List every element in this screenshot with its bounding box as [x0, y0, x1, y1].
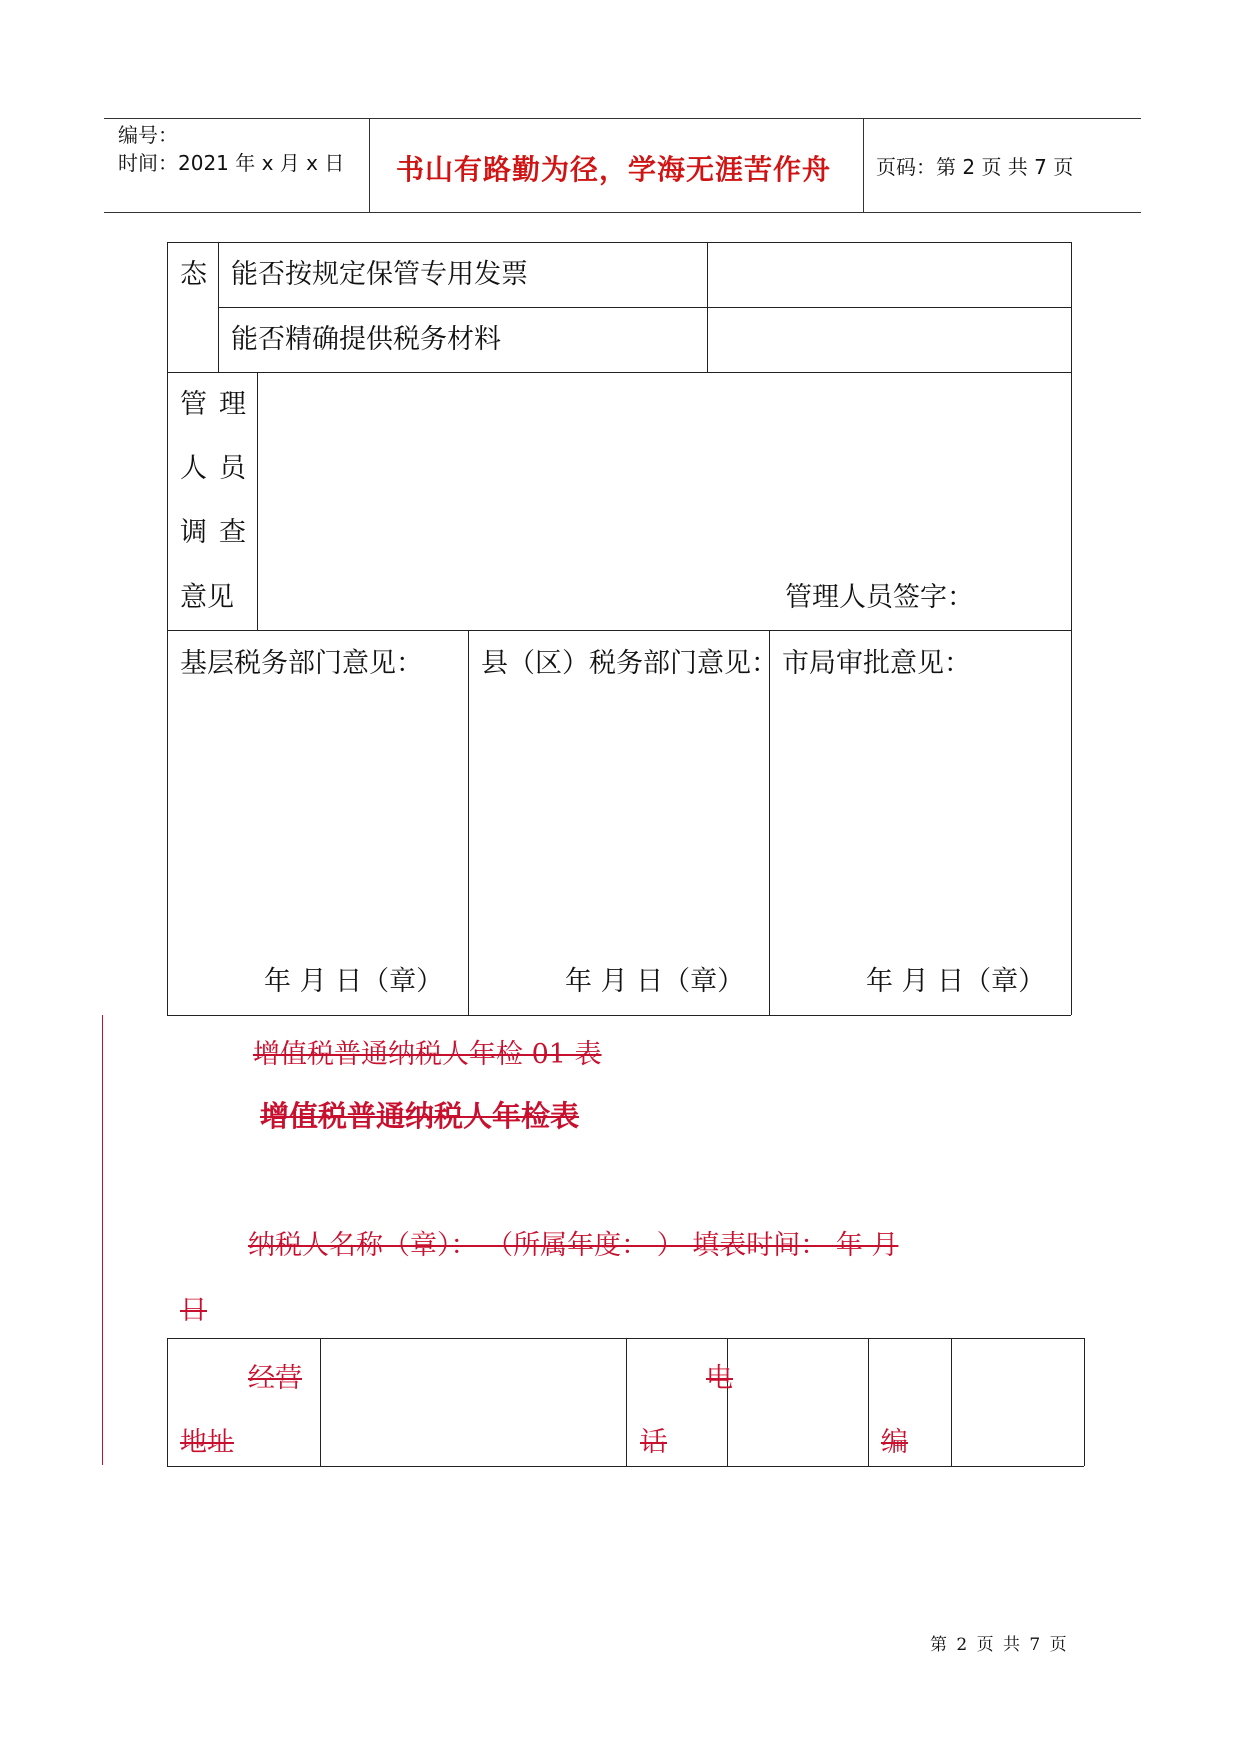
survey-label-char: 员 [219, 453, 246, 484]
table-rule [167, 242, 1071, 243]
change-bar [102, 1015, 103, 1465]
deleted-cell-business: 经营 [248, 1363, 302, 1394]
deleted-title-small: 增值税普通纳税人年检 01 表 [253, 1039, 602, 1070]
time-label: 时间：2021 年 x 月 x 日 [118, 151, 345, 175]
survey-label-char: 人 [180, 453, 207, 484]
survey-label-char: 调 [180, 517, 207, 548]
table-rule [468, 630, 469, 1015]
table-rule [626, 1338, 627, 1466]
opinion-area-county[interactable] [471, 690, 767, 940]
table-rule [167, 1338, 168, 1466]
status-answer-cell[interactable] [709, 244, 1069, 306]
header-divider-right [863, 118, 864, 212]
opinion-date-stamp: 年 月 日（章） [565, 966, 745, 997]
table-rule [868, 1338, 869, 1466]
opinion-label-county: 县（区）税务部门意见： [481, 648, 778, 679]
opinion-area-city[interactable] [772, 690, 1068, 940]
page-label: 页码：第 2 页 共 7 页 [876, 155, 1074, 179]
table-rule [727, 1338, 728, 1466]
table-rule [320, 1338, 321, 1466]
table-rule [1084, 1338, 1085, 1466]
header-divider-left [369, 118, 370, 212]
table-rule [167, 242, 168, 1015]
deleted-cell-code: 编 [881, 1427, 908, 1458]
opinion-label-grassroots: 基层税务部门意见： [180, 648, 423, 679]
status-item-materials: 能否精确提供税务材料 [231, 324, 501, 355]
deleted-cell-phone-bottom: 话 [640, 1427, 667, 1458]
status-item-invoice: 能否按规定保管专用发票 [231, 259, 528, 290]
address-input-cell[interactable] [322, 1340, 624, 1464]
deleted-taxpayer-line: 纳税人名称（章）： （所属年度： ） 填表时间： 年 月 [248, 1230, 899, 1261]
opinion-area-grassroots[interactable] [170, 690, 466, 940]
deleted-taxpayer-line-tail: 日 [180, 1295, 207, 1326]
code-input-cell[interactable] [953, 1340, 1082, 1464]
table-rule [707, 242, 708, 372]
opinion-date-stamp: 年 月 日（章） [866, 966, 1046, 997]
table-rule [218, 307, 1071, 308]
header-top-rule [104, 118, 1141, 119]
table-rule [769, 630, 770, 1015]
survey-label-char: 意见 [180, 582, 234, 613]
table-rule [167, 372, 1071, 373]
phone-input-cell[interactable] [729, 1340, 866, 1464]
survey-label-char: 查 [219, 517, 246, 548]
serial-label: 编号： [118, 123, 178, 147]
opinion-label-city: 市局审批意见： [782, 648, 971, 679]
opinion-date-stamp: 年 月 日（章） [264, 966, 444, 997]
survey-opinion-area[interactable] [259, 374, 1069, 574]
header-bottom-rule [104, 212, 1141, 213]
table-rule [951, 1338, 952, 1466]
deleted-cell-phone-top: 电 [706, 1363, 733, 1394]
footer-page-number: 第 2 页 共 7 页 [930, 1635, 1069, 1655]
survey-label-char: 理 [219, 389, 246, 420]
deleted-cell-address: 地址 [180, 1427, 234, 1458]
deleted-title-main: 增值税普通纳税人年检表 [260, 1099, 580, 1133]
status-row-label: 态 [180, 259, 207, 290]
table-rule [167, 1015, 1071, 1016]
table-rule [218, 242, 219, 372]
table-rule [167, 630, 1071, 631]
table-rule [1071, 242, 1072, 1015]
survey-label-char: 管 [180, 389, 207, 420]
status-answer-cell[interactable] [709, 309, 1069, 371]
table-rule [167, 1466, 1084, 1467]
header-motto: 书山有路勤为径，学海无涯苦作舟 [396, 153, 832, 186]
survey-signature-label: 管理人员签字： [785, 582, 974, 613]
table-rule [257, 372, 258, 630]
